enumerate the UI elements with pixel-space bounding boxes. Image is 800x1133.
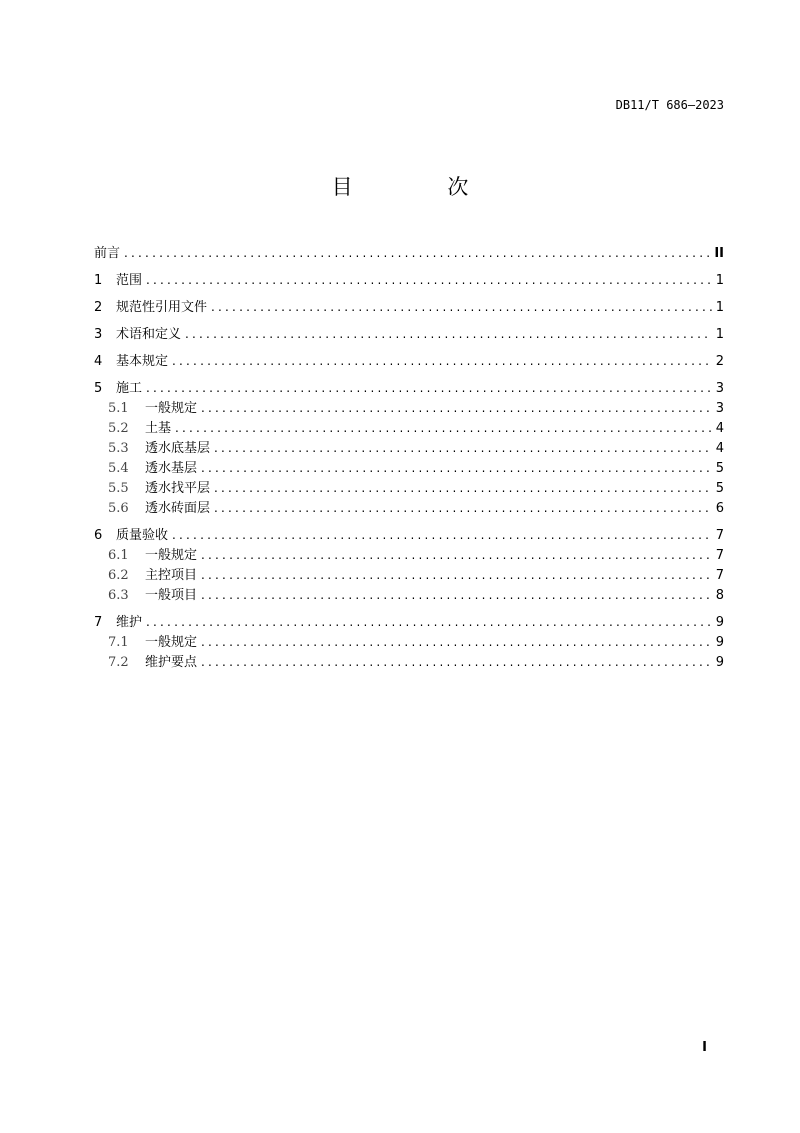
toc-entry-page: 1 [715,300,724,315]
toc-subentry[interactable] [94,458,724,478]
toc-leader-dots [201,632,712,652]
toc-entry-label: 透水找平层 [145,481,211,496]
toc-entry-number: 5 [94,381,103,396]
page-number: I [702,1040,707,1055]
toc-entry-label: 一般规定 [145,548,198,563]
toc-entry-number: 5.4 [108,461,129,476]
toc-subentry[interactable] [94,565,724,585]
toc-entry-number: 5.1 [108,401,129,416]
toc-entry-page: 1 [715,327,724,342]
toc-entry-label: 前言 [94,246,121,261]
toc-entry[interactable] [94,378,724,398]
toc-leader-dots [146,612,712,632]
toc-entry-page: 3 [715,381,724,396]
toc-entry-label: 施工 [116,381,143,396]
toc-subentry[interactable] [94,632,724,652]
toc-leader-dots [214,478,712,498]
toc-subentry[interactable] [94,545,724,565]
toc-subentry[interactable] [94,498,724,518]
toc-entry-label: 透水基层 [145,461,198,476]
toc-leader-dots [172,525,712,545]
toc-subentry[interactable] [94,438,724,458]
toc-entry-label: 范围 [116,273,143,288]
toc-entry-label: 维护 [116,615,143,630]
toc-entry-label: 基本规定 [116,354,169,369]
toc-entry[interactable] [94,243,724,263]
toc-subentry[interactable] [94,478,724,498]
toc-entry-label: 主控项目 [145,568,198,583]
toc-entry-number: 2 [94,300,103,315]
toc-entry-label: 一般规定 [145,635,198,650]
toc-entry-number: 5.2 [108,421,129,436]
toc-entry-number: 6.1 [108,548,129,563]
toc-entry-page: 9 [715,635,724,650]
toc-entry-number: 7.2 [108,655,129,670]
toc-entry-page: 6 [715,501,724,516]
toc-leader-dots [201,565,712,585]
toc-entry-label: 维护要点 [145,655,198,670]
toc-leader-dots [146,378,712,398]
toc-entry-page: II [714,246,724,261]
toc-entry[interactable] [94,270,724,290]
toc-entry-number: 6.2 [108,568,129,583]
toc-entry-label: 术语和定义 [116,327,182,342]
toc-subentry[interactable] [94,585,724,605]
toc-leader-dots [201,545,712,565]
toc-entry-number: 6 [94,528,103,543]
toc-leader-dots [172,351,712,371]
toc-entry-number: 5.5 [108,481,129,496]
toc-entry-page: 7 [715,568,724,583]
toc-leader-dots [211,297,712,317]
toc-entry[interactable] [94,525,724,545]
toc-entry-number: 1 [94,273,103,288]
toc-entry-page: 5 [715,461,724,476]
toc-entry-page: 7 [715,528,724,543]
toc-entry[interactable] [94,324,724,344]
toc-entry-number: 7.1 [108,635,129,650]
toc-leader-dots [201,585,712,605]
toc-entry-page: 2 [715,354,724,369]
toc-leader-dots [185,324,712,344]
toc-entry-page: 9 [715,615,724,630]
toc-entry-label: 一般项目 [145,588,198,603]
toc-subentry[interactable] [94,652,724,672]
toc-entry-page: 8 [715,588,724,603]
toc-entry-page: 9 [715,655,724,670]
toc-leader-dots [201,458,712,478]
standard-number: DB11/T 686—2023 [615,98,724,112]
toc-leader-dots [201,652,712,672]
toc-leader-dots [201,398,712,418]
toc-entry-label: 土基 [145,421,172,436]
toc-entry-number: 4 [94,354,103,369]
table-of-contents [94,243,724,672]
toc-entry-number: 3 [94,327,103,342]
toc-leader-dots [214,498,712,518]
toc-entry-number: 5.3 [108,441,129,456]
toc-entry[interactable] [94,297,724,317]
toc-entry[interactable] [94,612,724,632]
toc-entry-number: 6.3 [108,588,129,603]
toc-leader-dots [214,438,712,458]
toc-entry-label: 规范性引用文件 [116,300,208,315]
toc-entry-page: 5 [715,481,724,496]
toc-leader-dots [124,243,710,263]
toc-leader-dots [146,270,712,290]
toc-entry-page: 3 [715,401,724,416]
toc-entry-page: 4 [715,441,724,456]
toc-leader-dots [175,418,712,438]
toc-entry-page: 1 [715,273,724,288]
page-title: 目 次 [331,175,513,199]
toc-entry-label: 质量验收 [116,528,169,543]
toc-entry[interactable] [94,351,724,371]
toc-entry-label: 透水底基层 [145,441,211,456]
toc-entry-number: 7 [94,615,103,630]
toc-entry-number: 5.6 [108,501,129,516]
toc-subentry[interactable] [94,418,724,438]
toc-entry-label: 透水砖面层 [145,501,211,516]
toc-subentry[interactable] [94,398,724,418]
toc-entry-page: 4 [715,421,724,436]
toc-entry-page: 7 [715,548,724,563]
toc-entry-label: 一般规定 [145,401,198,416]
